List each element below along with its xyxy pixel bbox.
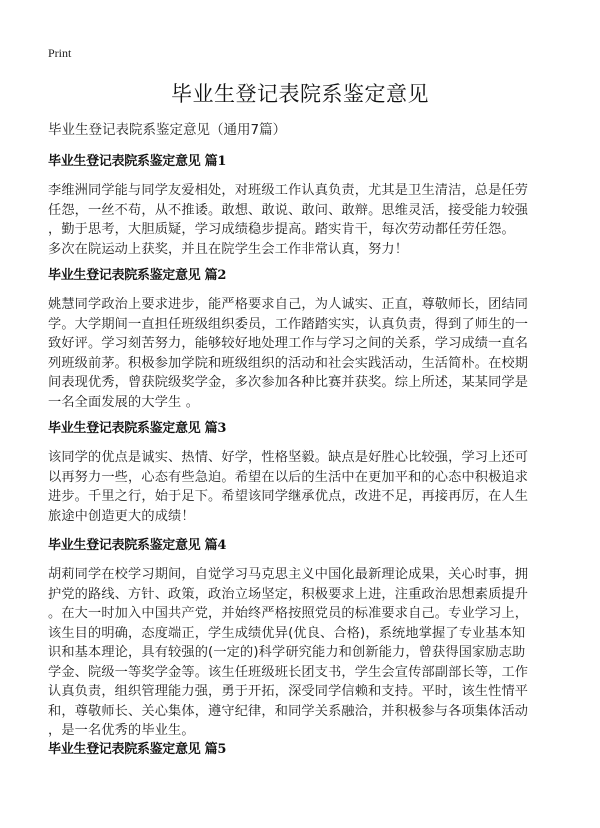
- body-line: ，是一名优秀的毕业生。: [48, 723, 195, 738]
- body-line: 致好评。学习刻苦努力，能够较好地处理工作与学习之间的关系，学习成绩一直名: [48, 336, 529, 351]
- body-line: 。在大一时加入中国共产党，并始终严格按照党员的标准要求自己。专业学习上，: [48, 606, 529, 621]
- section-body: [48, 295, 558, 412]
- body-line: 多次在院运动上获奖，并且在院学生会工作非常认真，努力！: [48, 241, 409, 257]
- page-subtitle: 毕业生登记表院系鉴定意见（通用7篇）: [48, 122, 287, 138]
- body-line: 学金、院级一等奖学金等。该生任班级班长团支书，学生会宣传部副部长等，工作: [48, 664, 529, 680]
- section-2: [48, 264, 558, 412]
- print-label[interactable]: Print: [48, 46, 72, 60]
- body-line: 姚慧同学政治上要求进步，能严格要求自己，为人诚实、正直，尊敬师长，团结同: [48, 297, 529, 312]
- section-body: [48, 565, 558, 741]
- body-line: 以再努力一些，心态有些急迫。希望在以后的生活中在更加平和的心态中积极追求: [48, 469, 529, 485]
- section-1: [48, 150, 558, 259]
- section-body: [48, 181, 558, 259]
- body-line: 李维洲同学能与同学友爱相处，对班级工作认真负责，尤其是卫生清洁，总是任劳: [48, 183, 529, 198]
- section-heading: 毕业生登记表院系鉴定意见 篇2: [48, 268, 227, 283]
- section-5: [48, 738, 558, 769]
- body-line: 护党的路线、方针、政策，政治立场坚定，积极要求上进，注重政治思想素质提升: [48, 586, 529, 602]
- body-line: ，勤于思考，大胆质疑，学习成绩稳步提高。踏实肯干，每次劳动都任劳任怨。: [48, 222, 515, 237]
- body-line: 间表现优秀，曾获院级奖学金，多次参加各种比赛并获奖。综上所述，某某同学是: [48, 375, 529, 390]
- section-heading: 毕业生登记表院系鉴定意见 篇1: [48, 154, 227, 169]
- body-line: 旅途中创造更大的成绩！: [48, 508, 195, 524]
- body-line: 进步。千里之行，始于足下。希望该同学继承优点，改进不足，再接再厉，在人生: [48, 489, 529, 504]
- section-3: [48, 417, 558, 526]
- body-line: 学。大学期间一直担任班级组织委员，工作踏踏实实，认真负责，得到了师生的一: [48, 316, 529, 332]
- body-line: 识和基本理论，具有较强的(一定的)科学研究能力和创新能力，曾获得国家励志助: [48, 645, 526, 660]
- section-heading: 毕业生登记表院系鉴定意见 篇3: [48, 421, 227, 436]
- section-body: [48, 448, 558, 526]
- body-line: 列班级前茅。积极参加学院和班级组织的活动和社会实践活动，生活简朴。在校期: [48, 355, 529, 371]
- body-line: 一名全面发展的大学生 。: [48, 394, 200, 410]
- body-line: 任怨，一丝不苟，从不推诿。敢想、敢说、敢问、敢辩。思维灵活，接受能力较强: [48, 202, 529, 218]
- body-line: 胡莉同学在校学习期间，自觉学习马克思主义中国化最新理论成果，关心时事，拥: [48, 567, 529, 582]
- section-4: [48, 534, 558, 741]
- body-line: 认真负责，组织管理能力强，勇于开拓，深受同学信赖和支持。平时，该生性情平: [48, 684, 529, 699]
- body-line: 该同学的优点是诚实、热情、好学，性格坚毅。缺点是好胜心比较强，学习上还可: [48, 450, 529, 465]
- body-line: 该生目的明确，态度端正，学生成绩优异(优良、合格)，系统地掌握了专业基本知: [48, 625, 526, 641]
- body-line: 和，尊敬师长、关心集体，遵守纪律，和同学关系融洽，并积极参与各项集体活动: [48, 703, 529, 719]
- section-heading: 毕业生登记表院系鉴定意见 篇4: [48, 538, 227, 553]
- page-title: 毕业生登记表院系鉴定意见: [171, 82, 429, 106]
- section-heading: 毕业生登记表院系鉴定意见 篇5: [48, 742, 227, 757]
